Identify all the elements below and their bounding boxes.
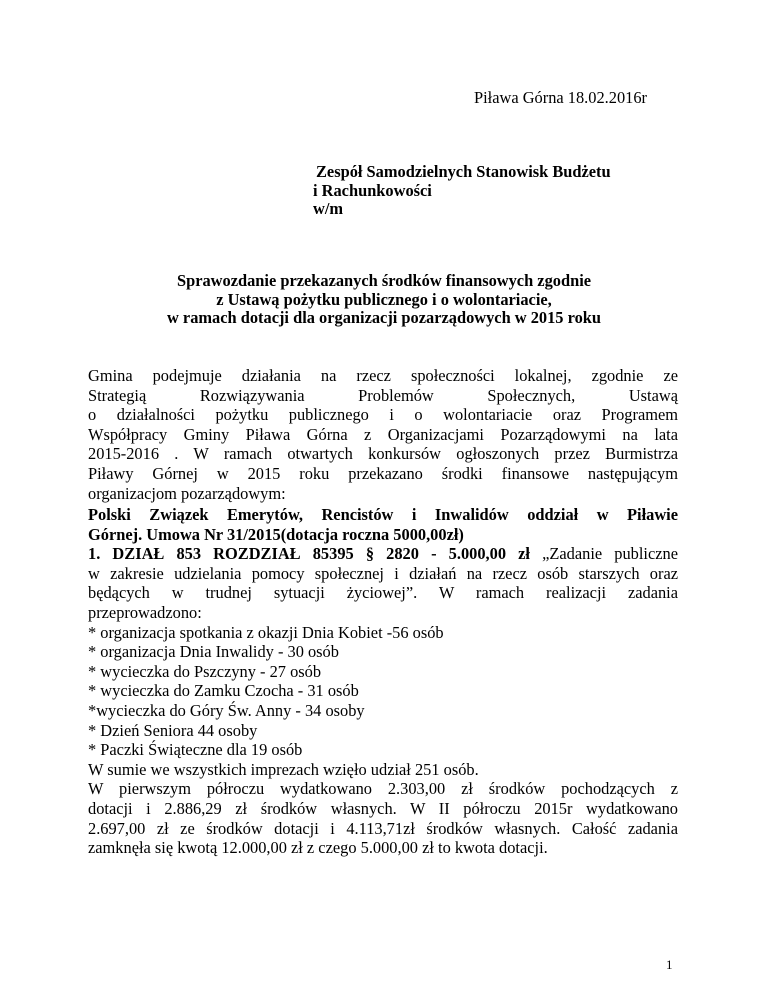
intro-line: Strategią Rozwiązywania Problemów Społecznych, Ustawą	[88, 385, 678, 405]
addressee-line: w/m	[313, 199, 344, 218]
summary-line: W sumie we wszystkich imprezach wzięło udział 251 osób.	[88, 759, 479, 779]
addressee-line: Zespół Samodzielnych Stanowisk Budżetu	[316, 162, 611, 181]
task-heading-line	[88, 544, 678, 564]
activity-item: *wycieczka do Góry Św. Anny - 34 osoby	[88, 700, 365, 720]
activity-item: * Paczki Świąteczne dla 19 osób	[88, 740, 303, 760]
intro-line: Gmina podejmuje działania na rzecz społeczności lokalnej, zgodnie ze	[88, 366, 678, 385]
place-date: Piława Górna 18.02.2016r	[474, 88, 647, 107]
addressee-line: i Rachunkowości	[313, 180, 432, 200]
activity-item: * organizacja spotkania z okazji Dnia Kobiet -56 osób	[88, 622, 444, 642]
task-line: przeprowadzono:	[88, 602, 202, 622]
summary-line: 2.697,00 zł ze środków dotacji i 4.113,71zł środków własnych. Całość zadania	[88, 818, 678, 838]
intro-line: Współpracy Gminy Piława Górna z Organizacjami Pozarządowymi na lata	[88, 424, 678, 444]
activity-item: * wycieczka do Pszczyny - 27 osób	[88, 661, 322, 681]
activity-item: * organizacja Dnia Inwalidy - 30 osób	[88, 642, 339, 662]
activity-item: * wycieczka do Zamku Czocha - 31 osób	[88, 681, 359, 701]
summary-line: W pierwszym półroczu wydatkowano 2.303,00 zł środków pochodzących z	[88, 779, 678, 799]
activity-item: * Dzień Seniora 44 osoby	[88, 720, 258, 740]
task-line: w zakresie udzielania pomocy społecznej i działań na rzecz osób starszych oraz	[88, 563, 678, 583]
document-title	[0, 272, 768, 328]
summary-line: zamknęła się kwotą 12.000,00 zł z czego 5.000,00 zł to kwota dotacji.	[88, 838, 548, 858]
intro-line: 2015-2016 . W ramach otwartych konkursów ogłoszonych przez Burmistrza	[88, 444, 678, 464]
task-code: 1. DZIAŁ 853 ROZDZIAŁ 85395 § 2820 - 5.000,00 zł	[88, 544, 530, 564]
addressee-block	[313, 163, 611, 219]
title-line: w ramach dotacji dla organizacji pozarządowych w 2015 roku	[166, 308, 601, 327]
task-line: będących w trudnej sytuacji życiowej”. W ramach realizacji zadania	[88, 583, 678, 603]
organization-section	[88, 505, 678, 858]
organization-name: Polski Związek Emerytów, Rencistów i Inwalidów oddział w Piławie	[88, 505, 678, 524]
intro-line: o działalności pożytku publicznego i o wolontariacie oraz Programem	[88, 405, 678, 425]
intro-line: Piławy Górnej w 2015 roku przekazano środki finansowe następującym	[88, 463, 678, 483]
intro-paragraph	[88, 366, 678, 503]
page-number: 1	[666, 957, 673, 972]
title-line: Sprawozdanie przekazanych środków finansowych zgodnie	[176, 271, 592, 290]
intro-line: organizacjom pozarządowym:	[88, 483, 286, 503]
title-line: z Ustawą pożytku publicznego i o wolontariacie,	[216, 289, 552, 309]
task-description-start: „Zadanie publiczne	[529, 544, 679, 564]
summary-line: dotacji i 2.886,29 zł środków własnych. W II półroczu 2015r wydatkowano	[88, 798, 678, 818]
organization-agreement: Górnej. Umowa Nr 31/2015(dotacja roczna 5000,00zł)	[88, 524, 464, 544]
